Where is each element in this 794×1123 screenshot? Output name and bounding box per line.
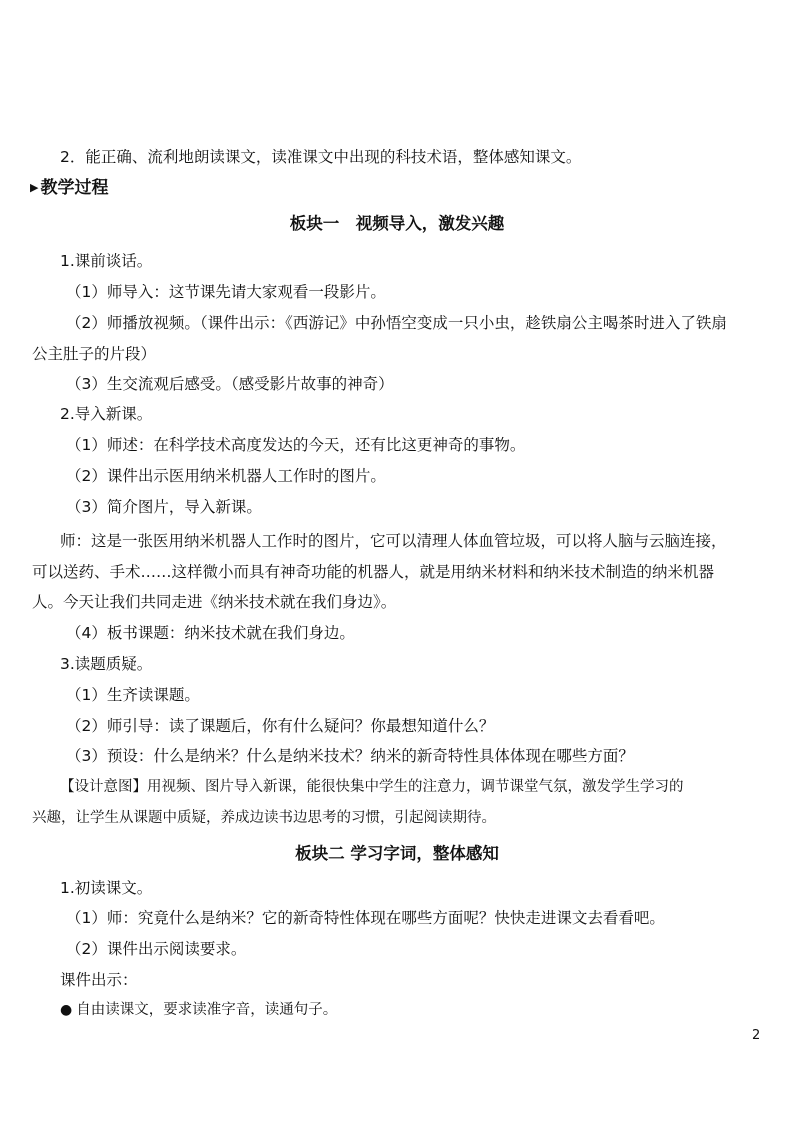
- paragraph-line: 师：这是一张医用纳米机器人工作时的图片，它可以清理人体血管垃圾，可以将人脑与云脑连接，: [60, 532, 727, 550]
- paragraph-line: （4）板书课题：纳米技术就在我们身边。: [66, 624, 355, 642]
- section-title-1: 板块一 视频导入，激发兴趣: [289, 214, 505, 233]
- paragraph-line: （2）课件出示医用纳米机器人工作时的图片。: [66, 467, 386, 485]
- page-number: 2: [752, 1028, 761, 1043]
- heading-text: 教学过程: [40, 178, 109, 198]
- paragraph-line: 可以送药、手术……这样微小而具有神奇功能的机器人，就是用纳米材料和纳米技术制造的纳米机器: [32, 563, 715, 581]
- paragraph-line: （1）师导入：这节课先请大家观看一段影片。: [66, 283, 386, 301]
- design-intent-line: 兴趣，让学生从课题中质疑，养成边读书边思考的习惯，引起阅读期待。: [32, 810, 496, 826]
- paragraph-line: （3）预设：什么是纳米？什么是纳米技术？纳米的新奇特性具体体现在哪些方面？: [66, 747, 634, 765]
- paragraph-line: （3）生交流观后感受。（感受影片故事的神奇）: [66, 375, 394, 393]
- paragraph-line: 公主肚子的片段）: [32, 345, 157, 363]
- paragraph-line: （2）师引导：读了课题后，你有什么疑问？你最想知道什么？: [66, 717, 495, 735]
- bullet-item: [60, 1000, 794, 1020]
- teaching-process-heading: [30, 177, 108, 199]
- bullet-dot-icon: ●: [60, 1002, 73, 1018]
- section-title-2: 板块二 学习字词，整体感知: [295, 844, 499, 863]
- paragraph-line: 2.导入新课。: [60, 405, 153, 423]
- paragraph-line: 1.初读课文。: [60, 879, 153, 897]
- paragraph-line: （2）课件出示阅读要求。: [66, 940, 247, 958]
- paragraph-line: （1）生齐读课题。: [66, 686, 200, 704]
- paragraph-line: （3）简介图片，导入新课。: [66, 498, 262, 516]
- paragraph-line: 3.读题质疑。: [60, 655, 153, 673]
- paragraph-line: 1.课前谈话。: [60, 252, 153, 270]
- paragraph-line: 人。今天让我们共同走进《纳米技术就在我们身边》。: [32, 593, 397, 611]
- objective-line: 2．能正确、流利地朗读课文，读准课文中出现的科技术语，整体感知课文。: [60, 148, 582, 166]
- paragraph-line: （1）师述：在科学技术高度发达的今天，还有比这更神奇的事物。: [66, 436, 526, 454]
- paragraph-line: 课件出示：: [60, 971, 138, 989]
- design-intent-line: 【设计意图】用视频、图片导入新课，能很快集中学生的注意力，调节课堂气氛，激发学生学习的: [60, 779, 684, 795]
- triangle-marker-icon: ▶: [30, 181, 39, 194]
- paragraph-line: （1）师：究竟什么是纳米？它的新奇特性体现在哪些方面呢？快快走进课文去看看吧。: [66, 909, 665, 927]
- paragraph-line: （2）师播放视频。（课件出示：《西游记》中孙悟空变成一只小虫，趁铁扇公主喝茶时进入了铁扇: [66, 314, 727, 332]
- bullet-text: 自由读课文，要求读准字音，读通句子。: [76, 1002, 338, 1018]
